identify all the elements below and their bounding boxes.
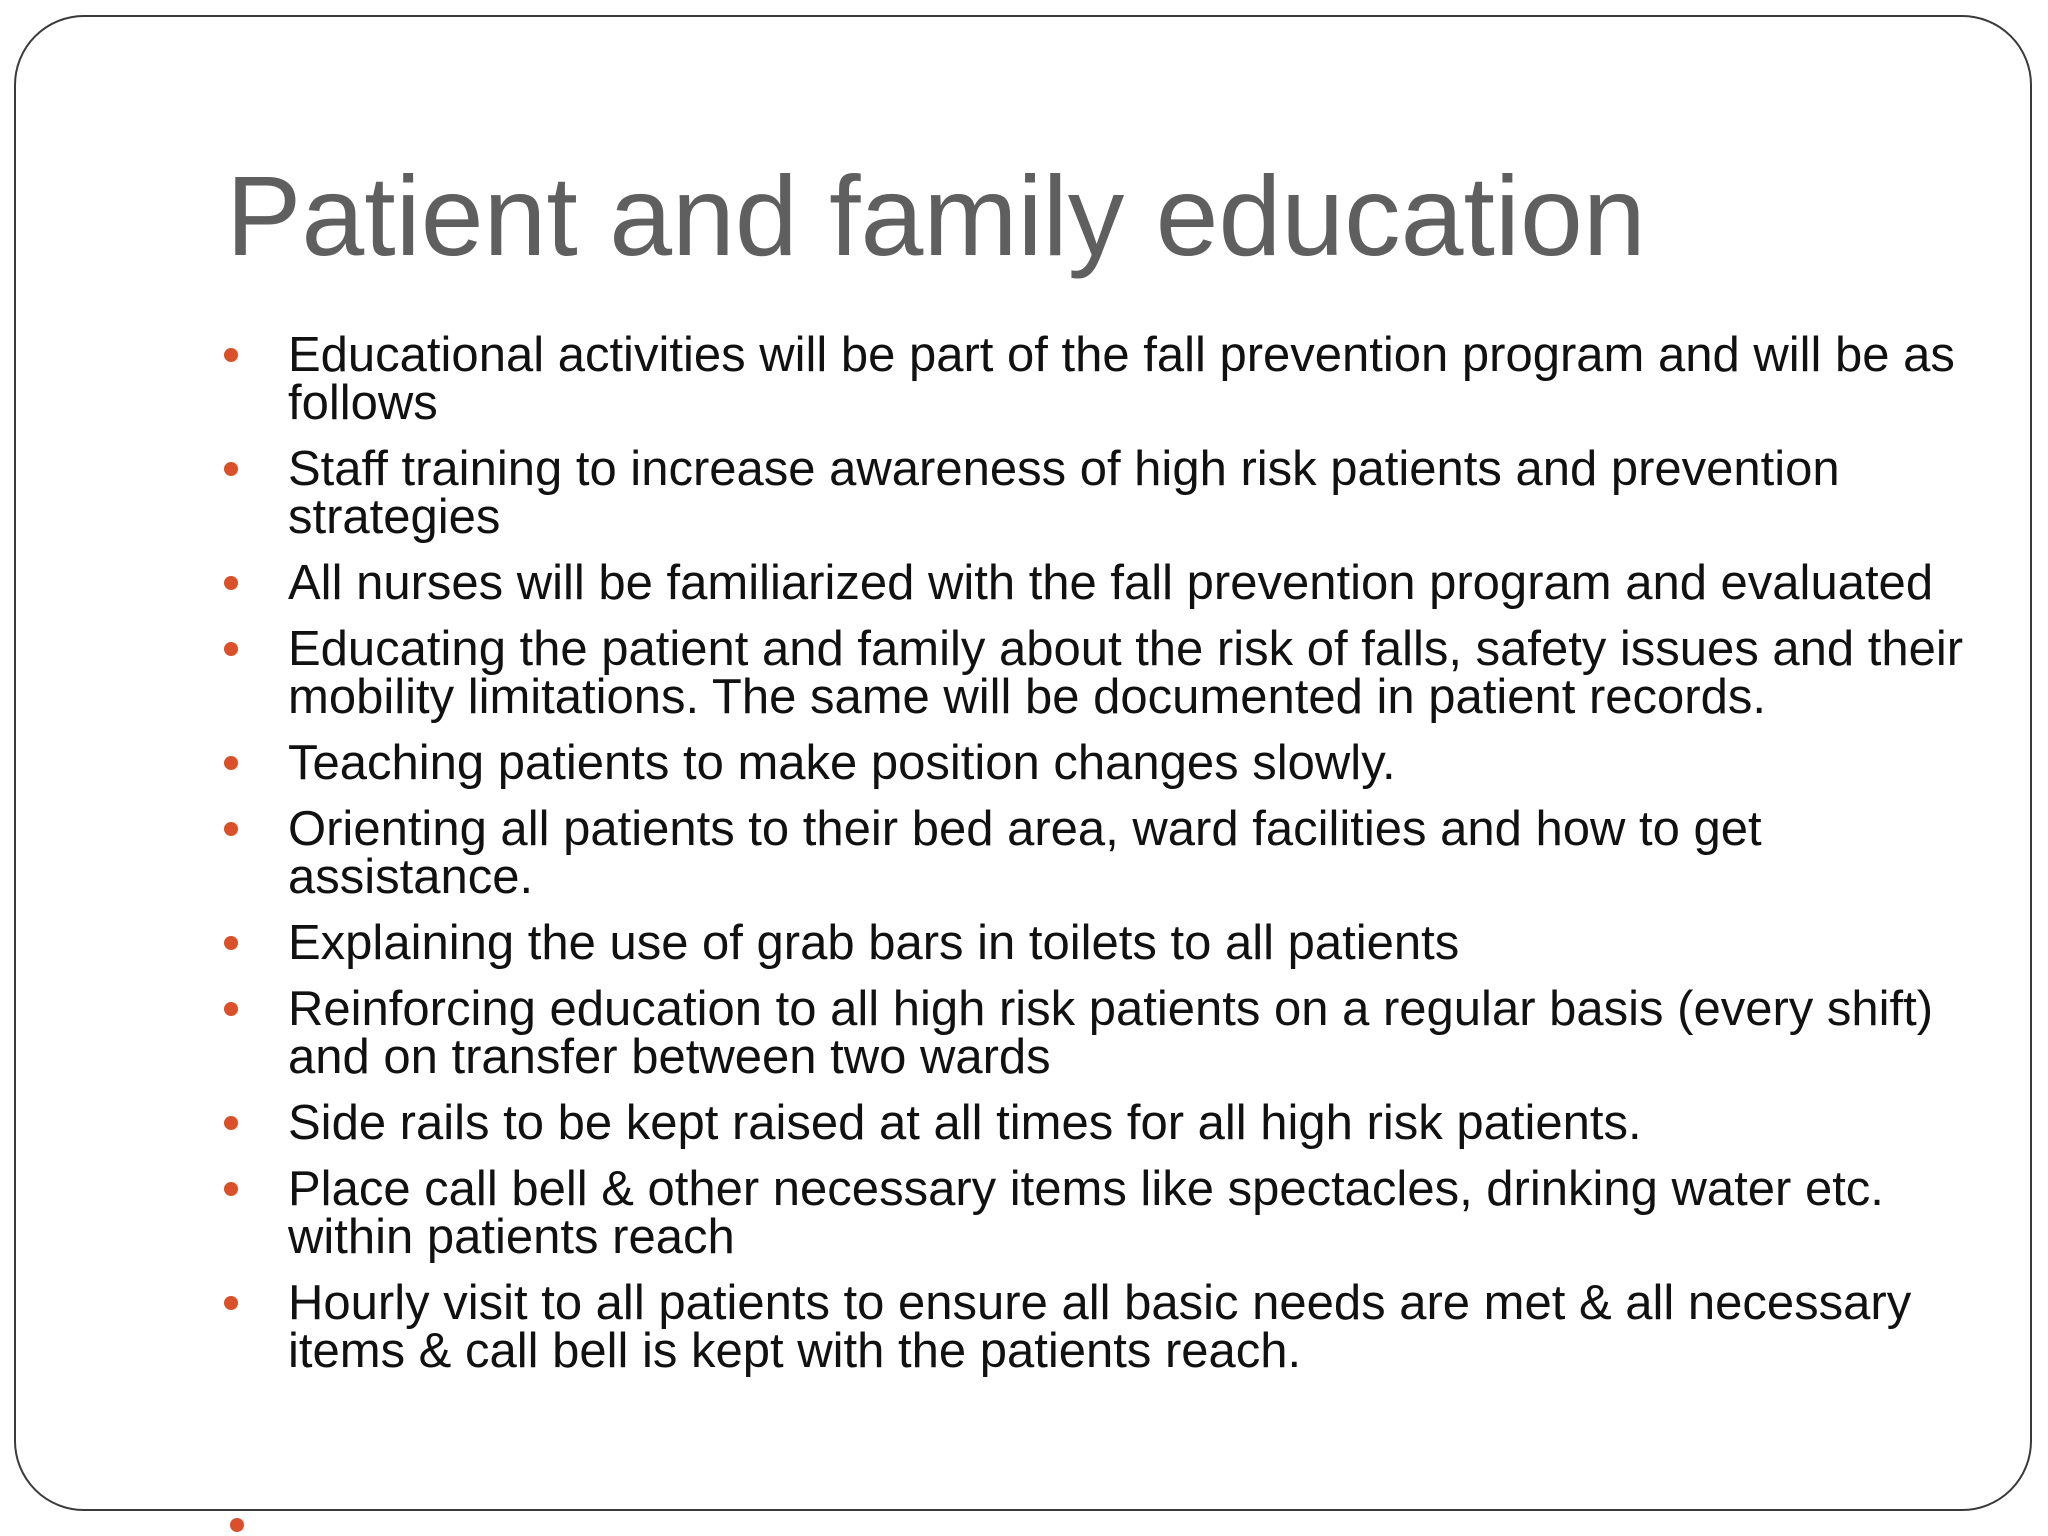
bullet-dot-icon [224, 1116, 238, 1130]
bullet-dot-icon [224, 462, 238, 476]
slide-title: Patient and family education [226, 153, 1646, 279]
bullet-text: Place call bell & other necessary items like spectacles, drinking water etc. within patients reach [288, 1162, 1884, 1264]
bullet-dot-icon [224, 348, 238, 362]
bullet-dot-icon [224, 1182, 238, 1196]
list-item [288, 1096, 1978, 1150]
bullet-dot-icon [224, 756, 238, 770]
list-item [288, 622, 1978, 724]
bullet-list [288, 328, 1978, 1393]
empty-bullet-dot-icon [230, 1518, 244, 1532]
list-item [288, 1276, 1978, 1378]
list-item [288, 1162, 1978, 1264]
list-item [288, 556, 1978, 610]
bullet-text: Reinforcing education to all high risk patients on a regular basis (every shift) and on transfer between two wards [288, 982, 1934, 1084]
bullet-text: All nurses will be familiarized with the fall prevention program and evaluated [288, 556, 1934, 610]
bullet-text: Explaining the use of grab bars in toilets to all patients [288, 916, 1460, 970]
bullet-text: Staff training to increase awareness of high risk patients and prevention strategies [288, 442, 1840, 544]
list-item [288, 736, 1978, 790]
bullet-dot-icon [224, 1002, 238, 1016]
bullet-dot-icon [224, 936, 238, 950]
bullet-text: Teaching patients to make position changes slowly. [288, 736, 1396, 790]
bullet-dot-icon [224, 1296, 238, 1310]
list-item [288, 442, 1978, 544]
bullet-dot-icon [224, 576, 238, 590]
bullet-text: Educating the patient and family about the risk of falls, safety issues and their mobility limitations. The same will be documented in patient records. [288, 622, 1964, 724]
bullet-dot-icon [224, 822, 238, 836]
list-item [288, 916, 1978, 970]
bullet-text: Educational activities will be part of the fall prevention program and will be as follows [288, 328, 1955, 430]
list-item [288, 802, 1978, 904]
list-item [288, 982, 1978, 1084]
list-item [288, 328, 1978, 430]
bullet-text: Side rails to be kept raised at all times for all high risk patients. [288, 1096, 1642, 1150]
bullet-dot-icon [224, 642, 238, 656]
bullet-text: Orienting all patients to their bed area, ward facilities and how to get assistance. [288, 802, 1762, 904]
bullet-text: Hourly visit to all patients to ensure all basic needs are met & all necessary items & call bell is kept with the patients reach. [288, 1276, 1912, 1378]
